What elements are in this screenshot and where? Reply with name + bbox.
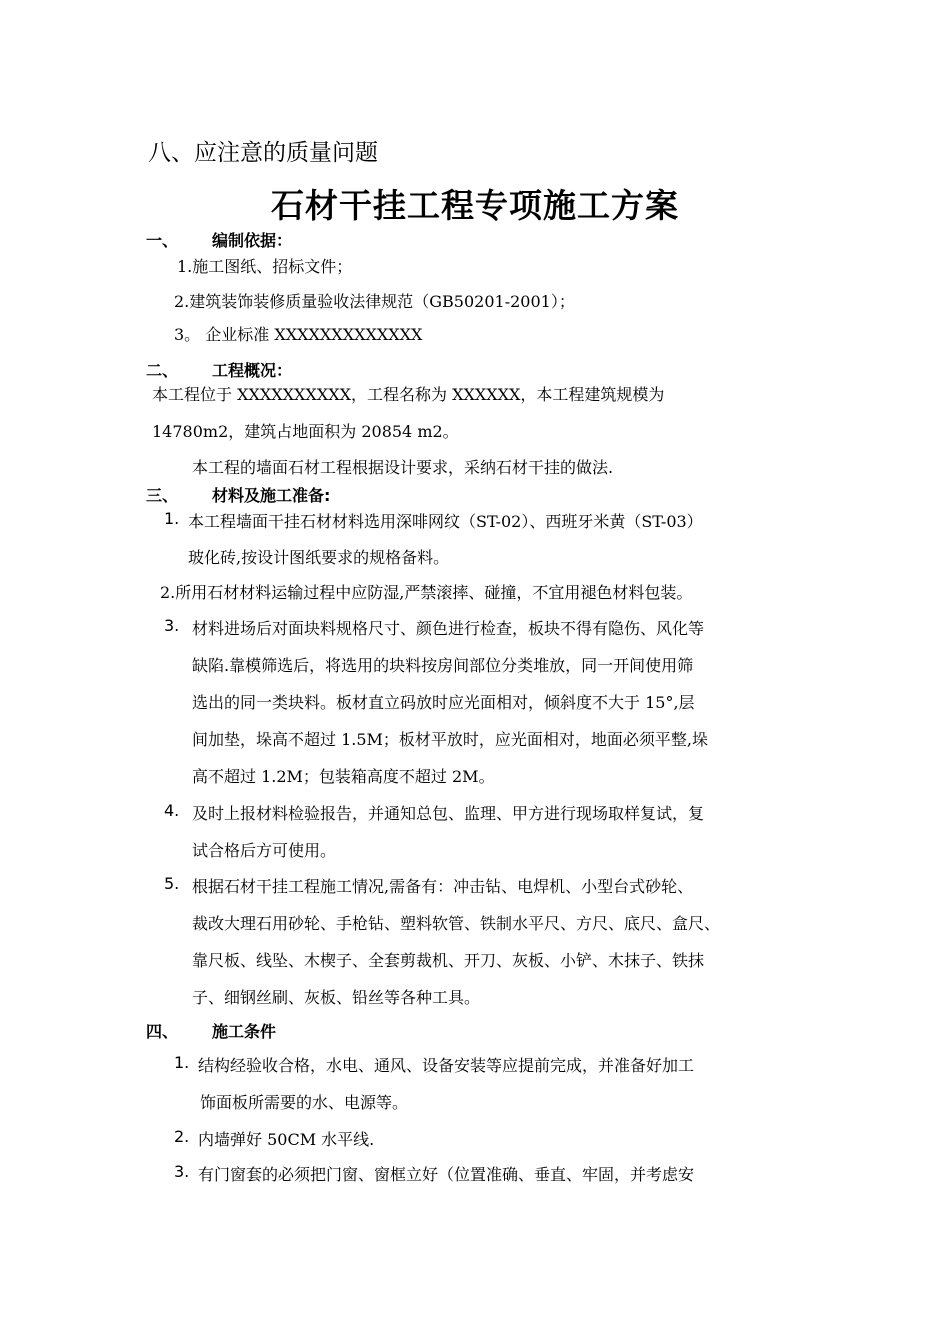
list-number: 2. [174, 1127, 190, 1146]
section-number: 三、 [146, 486, 179, 505]
overview-line-2: 14780m2，建筑占地面积为 20854 m2。 [152, 422, 459, 441]
list-number: 1. [174, 1053, 190, 1072]
material-item-2: 2.所用石材材料运输过程中应防湿,严禁滚摔、碰撞，不宜用褪色材料包装。 [160, 583, 693, 602]
section-number: 四、 [146, 1022, 179, 1041]
material-item-4-line-2: 试合格后方可使用。 [192, 841, 337, 860]
condition-item-1-line-2: 饰面板所需要的水、电源等。 [200, 1093, 409, 1112]
material-item-4-line-1: 及时上报材料检验报告，并通知总包、监理、甲方进行现场取样复试，复 [192, 804, 705, 823]
list-number: 3. [164, 616, 180, 635]
section-number: 一、 [146, 231, 179, 250]
list-number: 1. [164, 509, 180, 528]
list-number: 5. [164, 874, 180, 893]
material-item-3-line-3: 选出的同一类块料。板材直立码放时应光面相对，倾斜度不大于 15°,层 [192, 693, 695, 712]
section-title: 施工条件 [212, 1022, 277, 1041]
material-item-3-line-1: 材料进场后对面块料规格尺寸、颜色进行检查，板块不得有隐伤、风化等 [192, 619, 705, 638]
list-number: 4. [164, 801, 180, 820]
condition-item-1-line-1: 结构经验收合格，水电、通风、设备安装等应提前完成，并准备好加工 [198, 1056, 695, 1075]
material-item-3-line-2: 缺陷.靠模筛选后，将选用的块料按房间部位分类堆放，同一开间使用筛 [192, 656, 694, 675]
overview-line-1: 本工程位于 XXXXXXXXXX，工程名称为 XXXXXX，本工程建筑规模为 [152, 385, 665, 404]
material-item-5-line-3: 靠尺板、线坠、木楔子、全套剪裁机、开刀、灰板、小铲、木抹子、铁抹 [192, 951, 705, 970]
material-item-5-line-1: 根据石材干挂工程施工情况,需备有：冲击钻、电焊机、小型台式砂轮、 [192, 877, 694, 896]
overview-paragraph-2: 本工程的墙面石材工程根据设计要求，采纳石材干挂的做法. [192, 458, 614, 477]
basis-item-2: 2.建筑装饰装修质量验收法律规范（GB50201-2001）； [174, 292, 575, 311]
material-item-5-line-2: 裁改大理石用砂轮、手枪钻、塑料软管、铁制水平尺、方尺、底尺、盒尺、 [192, 914, 721, 933]
basis-item-1: 1.施工图纸、招标文件； [177, 257, 353, 276]
material-item-5-line-4: 子、细钢丝刷、灰板、铅丝等各种工具。 [192, 988, 481, 1007]
material-item-1-line-2: 玻化砖,按设计图纸要求的规格备料。 [188, 548, 450, 567]
section-title: 编制依据： [212, 231, 293, 250]
basis-item-3: 3。 企业标准 XXXXXXXXXXXXX [174, 325, 423, 344]
material-item-3-line-5: 高不超过 1.2M；包装箱高度不超过 2M。 [192, 767, 495, 786]
material-item-1-line-1: 本工程墙面干挂石材材料选用深啡网纹（ST-02）、西班牙米黄（ST-03） [188, 512, 703, 531]
section-title: 工程概况： [212, 361, 293, 380]
condition-item-3-line-1: 有门窗套的必须把门窗、窗框立好（位置准确、垂直、牢固，并考虑安 [198, 1165, 695, 1184]
previous-section-heading: 八、应注意的质量问题 [148, 140, 378, 166]
material-item-3-line-4: 间加垫，垛高不超过 1.5M；板材平放时，应光面相对，地面必须平整,垛 [192, 730, 709, 749]
section-number: 二、 [146, 361, 179, 380]
condition-item-2: 内墙弹好 50CM 水平线. [198, 1130, 375, 1149]
list-number: 3. [174, 1162, 190, 1181]
section-title: 材料及施工准备: [212, 486, 331, 505]
document-title: 石材干挂工程专项施工方案 [271, 186, 679, 225]
